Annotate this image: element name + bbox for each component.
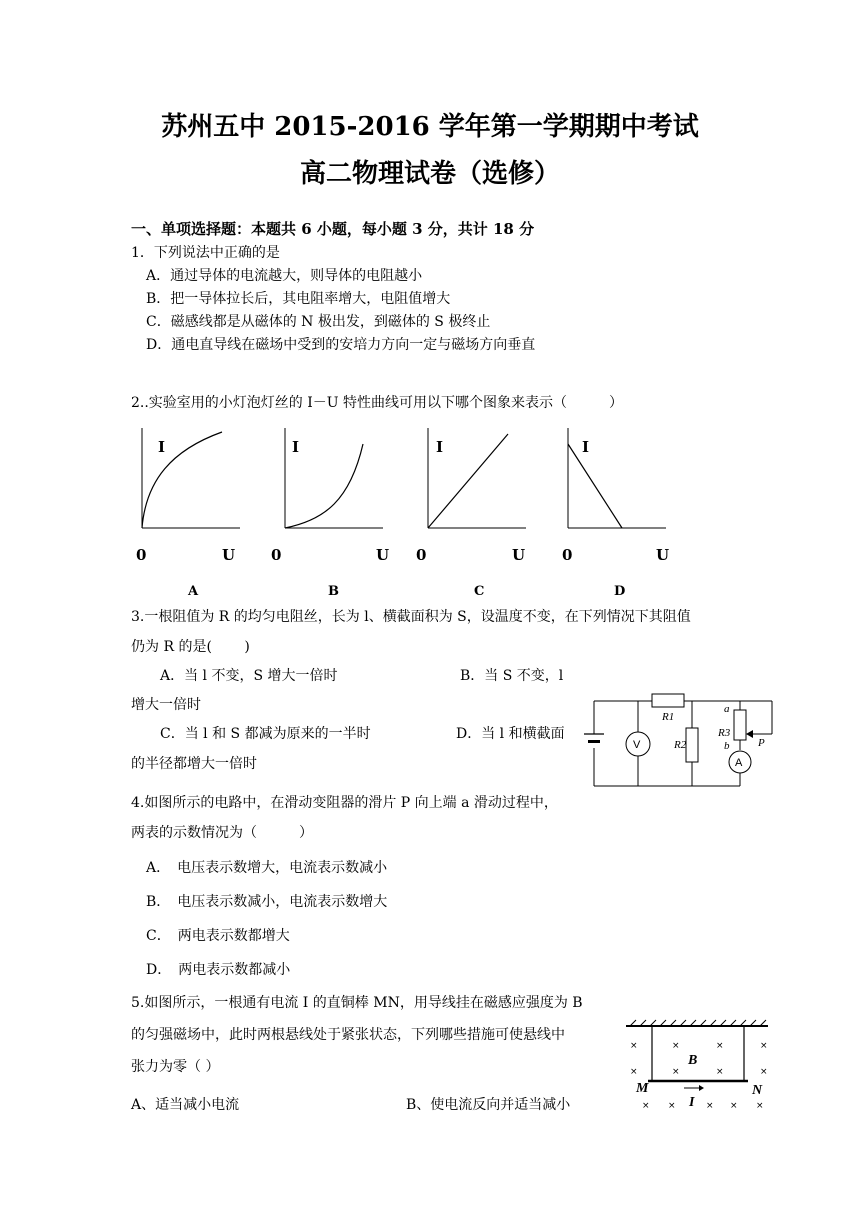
voltmeter-label: V	[633, 739, 641, 751]
exam-title: 苏州五中 2015-2016 学年第一学期期中考试	[161, 112, 699, 142]
field-crosses	[630, 1041, 768, 1111]
q5-stem-line3: 张力为零（ ）	[131, 1059, 220, 1075]
q5-stem-line2: 的匀强磁场中，此时两根悬线处于紧张状态，下列哪些措施可使悬线中	[131, 1027, 565, 1043]
q3-stem-line2: 仍为 R 的是( )	[131, 639, 250, 655]
graph-d-letter: D	[614, 584, 626, 599]
q3-option-d-part2: 的半径都增大一倍时	[131, 756, 257, 772]
graph-a-plot	[132, 420, 242, 540]
svg-text:×: ×	[672, 1067, 680, 1077]
exam-subtitle: 高二物理试卷（选修）	[299, 159, 560, 189]
q1-stem: 1．下列说法中正确的是	[131, 245, 280, 261]
svg-text:×: ×	[642, 1101, 650, 1111]
q3-option-b-part2: 增大一倍时	[131, 697, 201, 713]
graph-b-x-label: U	[376, 546, 390, 564]
battery-short-plate	[588, 740, 600, 743]
q4-stem-line1: 4.如图所示的电路中，在滑动变阻器的滑片 P 向上端 a 滑动过程中，	[131, 795, 558, 811]
q4-stem-line2: 两表的示数情况为（ ）	[131, 825, 313, 841]
q1-option-a: A．通过导体的电流越大，则导体的电阻越小	[146, 268, 423, 284]
end-m-label: M	[636, 1081, 649, 1096]
resistor-r2	[686, 728, 698, 762]
q3-option-b-part1: B．当 S 不变，l	[460, 668, 564, 684]
ammeter-label: A	[735, 757, 743, 769]
svg-text:×: ×	[706, 1101, 714, 1111]
q1-option-b: B．把一导体拉长后，其电阻率增大，电阻值增大	[146, 291, 451, 307]
svg-text:×: ×	[672, 1041, 680, 1051]
resistor-r1	[652, 694, 684, 707]
svg-text:×: ×	[668, 1101, 676, 1111]
q1-option-c: C．磁感线都是从磁体的 N 极出发，到磁体的 S 极终止	[146, 314, 491, 330]
graph-c-letter: C	[474, 584, 485, 599]
r3-label: R3	[718, 727, 731, 739]
r1-label: R1	[662, 711, 675, 723]
q3-stem-line1: 3.一根阻值为 R 的均匀电阻丝，长为 l、横截面积为 S，设温度不变，在下列情况下其阻值	[131, 609, 691, 625]
r2-label: R2	[674, 739, 687, 751]
svg-text:×: ×	[730, 1101, 738, 1111]
q5-stem-line1: 5.如图所示，一根通有电流 I 的直铜棒 MN，用导线挂在磁感应强度为 B	[131, 995, 583, 1011]
terminal-a-label: a	[724, 703, 730, 715]
q4-option-c: C． 两电表示数都增大	[146, 928, 290, 944]
q4-option-d: D． 两电表示数都减小	[146, 962, 291, 978]
q4-option-a: A． 电压表示数增大，电流表示数减小	[146, 860, 388, 876]
field-b-label: B	[688, 1053, 698, 1068]
q1-option-d: D．通电直导线在磁场中受到的安培力方向一定与磁场方向垂直	[146, 337, 536, 353]
terminal-b-label: b	[724, 740, 730, 752]
q3-option-c: C．当 l 和 S 都减为原来的一半时	[160, 726, 371, 742]
end-n-label: N	[752, 1083, 763, 1098]
graph-c-y-label: I	[436, 438, 444, 456]
current-arrow	[699, 1085, 704, 1091]
svg-text:×: ×	[760, 1041, 768, 1051]
svg-text:×: ×	[716, 1067, 724, 1077]
magnetic-field-figure	[624, 1018, 770, 1114]
graph-c-plot	[418, 420, 528, 540]
graph-b-letter: B	[328, 584, 339, 599]
graph-d-plot	[558, 420, 668, 540]
svg-text:×: ×	[630, 1041, 638, 1051]
graph-d-y-label: I	[582, 438, 590, 456]
q2-stem: 2..实验室用的小灯泡灯丝的 I－U 特性曲线可用以下哪个图象来表示（ ）	[131, 395, 624, 411]
graph-a-x-label: U	[222, 546, 236, 564]
q5-option-b: B、使电流反向并适当减小	[406, 1097, 571, 1113]
graph-b-origin: 0	[271, 546, 282, 564]
rheostat-r3	[734, 710, 746, 740]
graph-d-x-label: U	[656, 546, 670, 564]
svg-text:×: ×	[760, 1067, 768, 1077]
svg-text:×: ×	[630, 1067, 638, 1077]
graph-a-origin: 0	[136, 546, 147, 564]
slider-p-label: P	[758, 737, 765, 749]
q4-option-b: B． 电压表示数减小，电流表示数增大	[146, 894, 388, 910]
q5-option-a: A、适当减小电流	[131, 1097, 240, 1113]
section-heading: 一、单项选择题：本题共 6 小题，每小题 3 分，共计 18 分	[131, 220, 535, 238]
graph-c-x-label: U	[512, 546, 526, 564]
current-i-label: I	[689, 1095, 695, 1110]
q3-option-d-part1: D．当 l 和横截面	[456, 726, 565, 742]
graph-c-origin: 0	[416, 546, 427, 564]
svg-text:×: ×	[716, 1041, 724, 1051]
graph-d-origin: 0	[562, 546, 573, 564]
svg-text:×: ×	[756, 1101, 764, 1111]
graph-a-letter: A	[188, 584, 199, 599]
graph-a-y-label: I	[158, 438, 166, 456]
slider-arrow	[746, 730, 753, 738]
circuit-diagram	[588, 688, 788, 793]
q3-option-a: A．当 l 不变，S 增大一倍时	[160, 668, 338, 684]
graph-b-y-label: I	[292, 438, 300, 456]
